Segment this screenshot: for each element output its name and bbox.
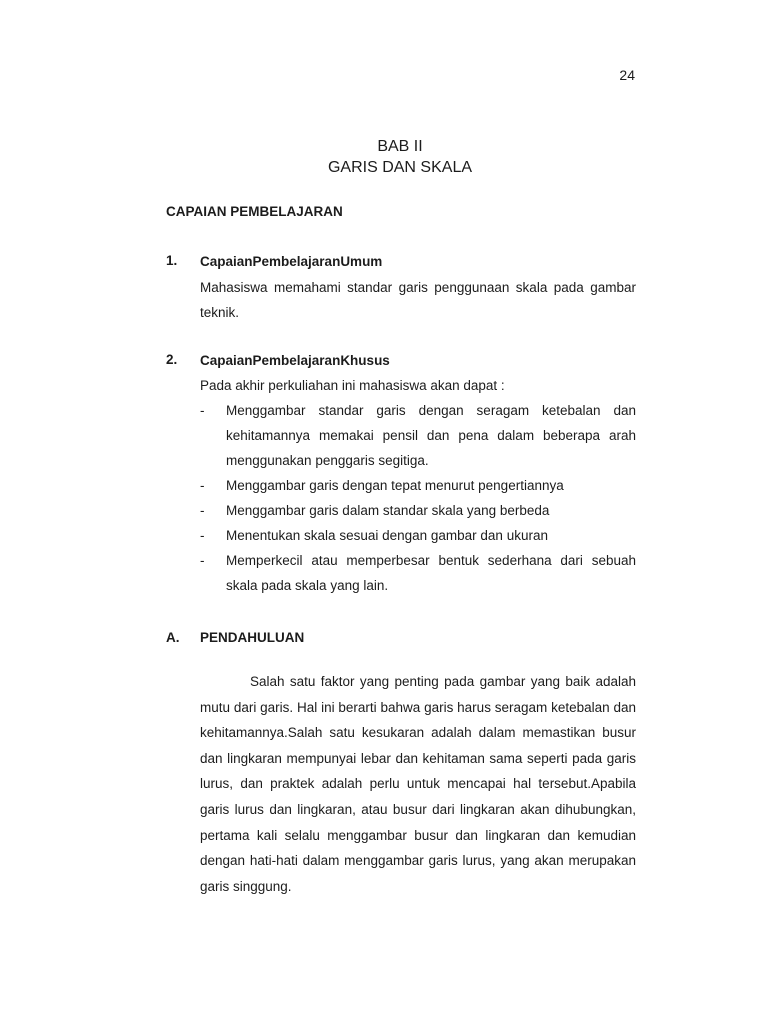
item-lead: Pada akhir perkuliahan ini mahasiswa akan dapat : [200,378,505,393]
section-a-heading [166,630,636,645]
bullet-list [200,398,636,598]
chapter-number: BAB II [377,138,423,155]
intro-paragraph: Salah satu faktor yang penting pada gambar yang baik adalah mutu dari garis. Hal ini berarti bahwa garis harus seragam ketebalan dan kehitamannya.Salah satu kesukaran adalah dalam memastikan busur dan lingkaran mempunyai lebar dan kehitaman sama seperti pada garis lurus, dan praktek adalah perlu untuk mencapai hal tersebut.Apabila garis lurus dan lingkaran, atau busur dari lingkaran akan dihubungkan, pertama kali selalu menggambar busur dan lingkaran dan kemudian dengan hati-hati dalam menggambar garis lurus, yang akan merupakan garis singgung. [200,674,636,894]
numbered-item-1 [166,253,636,325]
list-item: - Memperkecil atau memperbesar bentuk sederhana dari sebuah skala pada skala yang lain. [200,553,636,593]
capaian-heading: CAPAIAN PEMBELAJARAN [166,204,343,219]
item-title: CapaianPembelajaranUmum [200,254,383,269]
list-item: - Menggambar garis dalam standar skala yang berbeda [200,503,550,518]
list-item: - Menentukan skala sesuai dengan gambar dan ukuran [200,528,548,543]
item-number: 1. [166,253,178,268]
list-item: - Menggambar garis dengan tepat menurut pengertiannya [200,478,564,493]
list-item: - Menggambar standar garis dengan seragam ketebalan dan kehitamannya memakai pensil dan pena dalam beberapa arah menggunakan penggaris segitiga. [200,403,636,468]
chapter-name: GARIS DAN SKALA [327,159,473,176]
numbered-item-2 [166,352,636,598]
item-number: 2. [166,352,178,367]
page-number: 24 [619,67,635,83]
section-title: PENDAHULUAN [200,630,305,645]
section-letter: A. [166,630,180,645]
item-text: Mahasiswa memahami standar garis penggunaan skala pada gambar teknik. [200,280,636,320]
chapter-title [0,136,768,178]
item-title: CapaianPembelajaranKhusus [200,353,390,368]
